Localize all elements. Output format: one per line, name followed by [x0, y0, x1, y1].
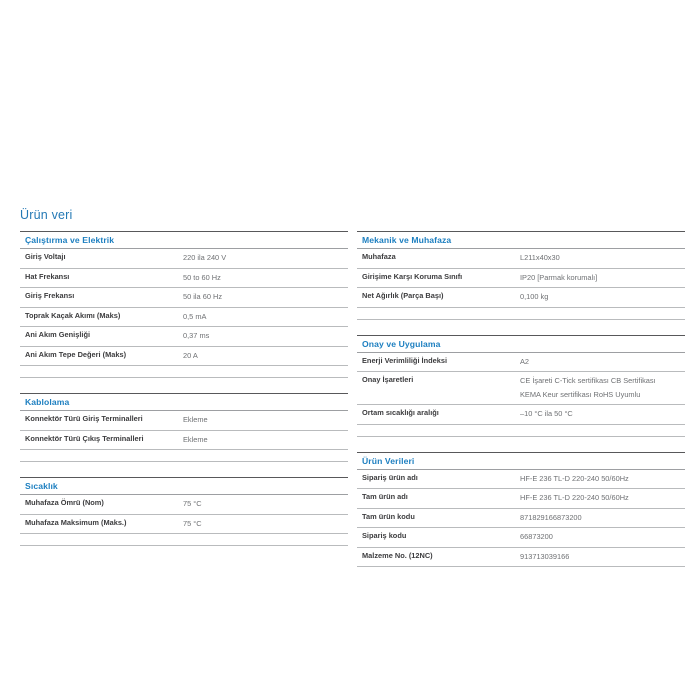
spec-label: Onay İşaretleri	[362, 375, 414, 384]
page-title: Ürün veri	[20, 208, 73, 222]
spec-value-line: –10 °C ila 50 °C	[520, 409, 573, 419]
section-calistirma-ve-elektrik	[20, 231, 348, 378]
spec-row	[20, 495, 348, 515]
spec-value-line: 871829166873200	[520, 512, 582, 522]
spec-value	[183, 350, 348, 361]
spec-value-line: HF-E 236 TL-D 220-240 50/60Hz	[520, 473, 629, 483]
spec-value	[520, 512, 685, 523]
spec-value	[183, 498, 348, 509]
spec-row	[20, 269, 348, 289]
section-heading: Onay ve Uygulama	[357, 335, 685, 353]
spec-value	[520, 356, 685, 367]
section-mekanik-ve-muhafaza	[357, 231, 685, 320]
spec-value-line: IP20 [Parmak korumalı]	[520, 272, 598, 282]
spec-row	[357, 372, 685, 405]
spec-row-spacer	[20, 450, 348, 462]
section-onay-ve-uygulama	[357, 335, 685, 437]
spec-row-spacer	[20, 534, 348, 546]
spec-label: Girişime Karşı Koruma Sınıfı	[362, 271, 463, 281]
right-column	[357, 231, 685, 567]
spec-value	[520, 291, 685, 302]
spec-value-line: 50 ila 60 Hz	[183, 292, 223, 301]
spec-label: Malzeme No. (12NC)	[362, 550, 433, 560]
spec-row	[20, 327, 348, 347]
section-heading: Çalıştırma ve Elektrik	[20, 231, 348, 249]
spec-value-line: A2	[520, 356, 530, 366]
spec-label: Sipariş ürün adı	[362, 472, 418, 482]
spec-value	[183, 434, 348, 445]
spec-row	[357, 509, 685, 529]
spec-row	[357, 528, 685, 548]
spec-row	[20, 515, 348, 535]
spec-value-line: Ekleme	[183, 415, 208, 424]
spec-label: Ani Akım Genişliği	[25, 330, 91, 339]
spec-value-line: 20 A	[183, 350, 198, 360]
spec-row	[20, 411, 348, 431]
spec-value-line: 75 °C	[183, 499, 202, 508]
spec-row	[20, 308, 348, 328]
spec-row	[20, 347, 348, 367]
spec-label: Muhafaza Maksimum (Maks.)	[25, 517, 127, 527]
spec-label: Giriş Voltajı	[25, 252, 66, 261]
spec-value	[520, 408, 685, 419]
section-heading: Mekanik ve Muhafaza	[357, 231, 685, 249]
spec-label: Net Ağırlık (Parça Başı)	[362, 291, 444, 300]
section-heading: Sıcaklık	[20, 477, 348, 495]
spec-value-line: 75 °C	[183, 518, 202, 528]
spec-value	[520, 531, 685, 542]
spec-value-line: Ekleme	[183, 434, 208, 444]
section-sicaklik	[20, 477, 348, 546]
spec-value-line: 66873200	[520, 532, 553, 542]
spec-label: Konnektör Türü Çıkış Terminalleri	[25, 433, 144, 443]
spec-value-line: 913713039166	[520, 551, 570, 561]
spec-label: Ani Akım Tepe Değeri (Maks)	[25, 349, 127, 359]
spec-value	[183, 414, 348, 425]
spec-label: Sipariş kodu	[362, 531, 407, 541]
spec-row	[357, 489, 685, 509]
spec-columns	[0, 231, 700, 567]
spec-value-line: 0,100 kg	[520, 292, 549, 301]
section-heading: Kablolama	[20, 393, 348, 411]
spec-value	[183, 330, 348, 341]
spec-label: Toprak Kaçak Akımı (Maks)	[25, 310, 121, 320]
spec-row-spacer	[20, 366, 348, 378]
spec-row	[20, 288, 348, 308]
spec-label: Ortam sıcaklığı aralığı	[362, 408, 439, 418]
spec-value	[183, 291, 348, 302]
spec-value-line: HF-E 236 TL-D 220-240 50/60Hz	[520, 493, 629, 503]
spec-rows	[20, 495, 348, 546]
spec-row-spacer	[357, 308, 685, 320]
spec-label: Giriş Frekansı	[25, 291, 75, 300]
spec-rows	[20, 249, 348, 378]
spec-value	[520, 375, 685, 401]
spec-value	[520, 252, 685, 263]
spec-row	[357, 548, 685, 568]
spec-label: Muhafaza	[362, 252, 396, 261]
spec-rows	[357, 249, 685, 320]
section-kablolama	[20, 393, 348, 462]
spec-row	[357, 249, 685, 269]
spec-rows	[357, 470, 685, 568]
spec-row	[357, 269, 685, 289]
spec-label: Hat Frekansı	[25, 271, 70, 281]
spec-row	[20, 249, 348, 269]
spec-row	[357, 470, 685, 490]
spec-row-spacer	[357, 425, 685, 437]
spec-value	[183, 252, 348, 263]
spec-value-line: L211x40x30	[520, 253, 560, 262]
spec-value	[183, 272, 348, 283]
spec-row	[357, 353, 685, 373]
spec-value-line: CE İşareti C-Tick sertifikası CB Sertifikası	[520, 376, 656, 385]
spec-value	[520, 272, 685, 283]
spec-value	[183, 311, 348, 322]
spec-value	[183, 518, 348, 529]
spec-value	[520, 551, 685, 562]
spec-row	[357, 405, 685, 425]
spec-label: Tam ürün kodu	[362, 511, 415, 521]
spec-value-line: 50 to 60 Hz	[183, 272, 221, 282]
spec-rows	[20, 411, 348, 462]
spec-value	[520, 473, 685, 484]
spec-value-line: 220 ila 240 V	[183, 253, 227, 262]
spec-value-line: 0,37 ms	[183, 331, 210, 340]
spec-value-line: KEMA Keur sertifikası RoHS Uyumlu	[520, 390, 641, 400]
spec-value-line: 0,5 mA	[183, 311, 207, 321]
spec-label: Enerji Verimliliği İndeksi	[362, 355, 448, 365]
spec-label: Tam ürün adı	[362, 492, 408, 502]
section-heading: Ürün Verileri	[357, 452, 685, 470]
spec-label: Konnektör Türü Giriş Terminalleri	[25, 414, 143, 423]
spec-value	[520, 492, 685, 503]
spec-rows	[357, 353, 685, 437]
section-urun-verileri	[357, 452, 685, 568]
spec-row	[357, 288, 685, 308]
left-column	[20, 231, 348, 567]
spec-label: Muhafaza Ömrü (Nom)	[25, 498, 104, 507]
spec-row	[20, 431, 348, 451]
